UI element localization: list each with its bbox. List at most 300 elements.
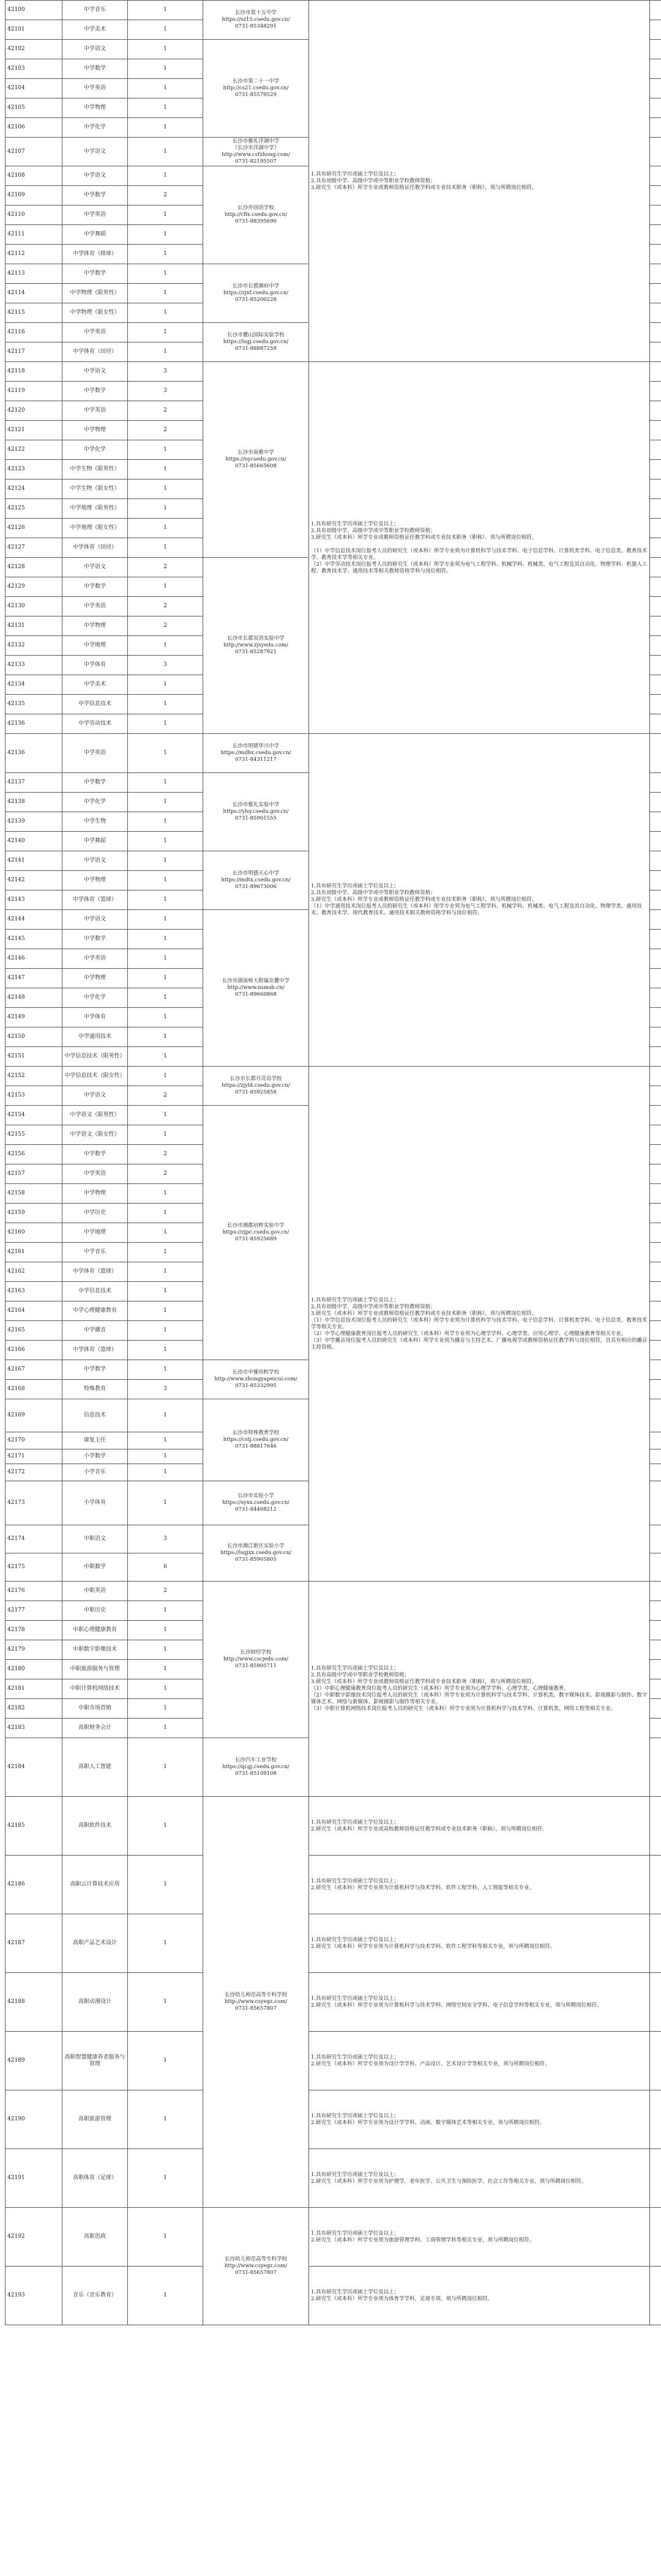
requirements: 1.具有研究生学历或硕士学位及以上； 2.研究生（或本科）所学专业须为旅游管理学科、工商管理学科等相关专业，须与所聘岗位相符。 [309,2208,650,2267]
requirements: 1.具有研究生学历或硕士学位及以上； 2.研究生（或本科）所学专业须为计算机科学与技术学科、网络空间安全学科、电子信息学科等相关专业，须与所聘岗位相符。 [309,1973,650,2032]
remarks-cell [650,1621,661,1640]
remarks-cell [650,1223,661,1243]
remarks-cell [650,773,661,793]
position-code: 42124 [6,479,62,499]
hire-count: 1 [128,1738,203,1797]
position-name: 中学劳动技术 [62,714,128,734]
school-contact: 长沙市长郡双语实验中学 http://www.zjsyedu.com/ 0731-85287921 [203,558,309,734]
position-name: 高职体育（足球） [62,2149,128,2208]
hire-count: 1 [128,695,203,714]
requirements: 1.具有研究生学历或硕士学位及以上； 2.研究生（或本科）所学专业须为护理学、老年医学、公共卫生与预防医学、社会工作等相关专业，须与所聘岗位相符。 [309,2149,650,2208]
hire-count: 1 [128,1321,203,1341]
hire-count: 1 [128,1106,203,1125]
position-code: 42190 [6,2090,62,2149]
position-code: 42125 [6,499,62,519]
hire-count: 2 [128,597,203,616]
position-name: 中学体育（田径） [62,342,128,362]
position-name: 中学音乐 [62,1243,128,1262]
remarks-cell [650,1341,661,1360]
school-contact: 长沙幼儿师范高等专科学校 http://www.csyegz.com/ 0731-85657807 [203,1797,309,2208]
hire-count: 1 [128,2090,203,2149]
remarks-cell [650,1380,661,1399]
position-code: 42143 [6,890,62,910]
school-contact: 长沙财经学校 http://www.cscjedu.com/ 0731-85905711 [203,1582,309,1738]
hire-count: 1 [128,988,203,1008]
hire-count: 1 [128,1047,203,1067]
position-code: 42175 [6,1553,62,1582]
position-name: 中学物理 [62,98,128,118]
remarks-cell [650,656,661,675]
remarks-cell [650,734,661,773]
hire-count: 1 [128,1184,203,1204]
position-code: 42187 [6,1914,62,1973]
position-name: 中学语文 [62,1086,128,1106]
hire-count: 1 [128,479,203,499]
requirements: 1.具有研究生学历或硕士学位及以上； 2.研究生（或本科）所学专业或高校教师资格证任教学科或专业技术职务（职称），须与所聘岗位相符。 [309,1797,650,1856]
table-row [6,1067,661,1086]
position-code: 42112 [6,245,62,264]
position-name: 中学语文 [62,910,128,930]
hire-count: 1 [128,949,203,969]
remarks-cell [650,910,661,930]
remarks-cell [650,930,661,949]
hire-count: 2 [128,616,203,636]
position-name: 高职动漫设计 [62,1973,128,2032]
position-code: 42114 [6,284,62,303]
remarks-cell [650,264,661,284]
hire-count: 1 [128,1360,203,1380]
school-contact: 长沙市实验小学 https://syxx.csedu.gov.cn/ 0731-84468212 [203,1481,309,1525]
hire-count: 2 [128,401,203,421]
remarks-cell [650,79,661,98]
hire-count: 2 [128,186,203,205]
school-contact: 长沙市雅礼洋湖中学 （长沙市洋湖中学） http://www.csfzhong.com/ 0731-82195507 [203,138,309,166]
school-contact: 长沙市长郡湘府中学 https://zjxf.csedu.gov.cn/ 0731-85200228 [203,264,309,323]
position-code: 42150 [6,1027,62,1047]
position-code: 42137 [6,773,62,793]
position-code: 42191 [6,2149,62,2208]
position-code: 42104 [6,79,62,98]
remarks-cell [650,1008,661,1027]
position-code: 42153 [6,1086,62,1106]
school-contact: 长沙市明德天心中学 https://mdtx.csedu.gov.cn/ 0731-89673006 [203,851,309,910]
hire-count: 1 [128,460,203,479]
position-name: 中学数学 [62,59,128,79]
position-code: 42141 [6,851,62,871]
position-code: 42160 [6,1223,62,1243]
position-name: 高职云计算技术应用 [62,1856,128,1914]
hire-count: 1 [128,1699,203,1719]
position-code: 42142 [6,871,62,890]
remarks-cell [650,460,661,479]
hire-count: 3 [128,656,203,675]
position-name: 中学历史 [62,1204,128,1223]
remarks-cell [650,1360,661,1380]
remarks-cell [650,871,661,890]
position-name: 中学英语 [62,401,128,421]
hire-count: 1 [128,1914,203,1973]
requirements: 1.具有研究生学历或硕士学位及以上； 2.研究生（或本科）所学专业须为设计学学科、产品设计、艺术设计学等相关专业，须与所聘岗位相符。 [309,2032,650,2090]
position-name: 信息技术 [62,1399,128,1432]
school-contact: 长沙市麓山国际实验学校 https://lsgj.csedu.gov.cn/ 0731-88887259 [203,323,309,362]
remarks-cell [650,40,661,59]
position-name: 中学语文 [62,851,128,871]
school-contact: 长沙市南雅中学 https://nycsedu.gov.cn/ 0731-85665608 [203,362,309,558]
requirements: 1.具有研究生学历或硕士学位及以上； 2.具有初级中学、高级中学或中等职业学校教师资格； 3.研究生（或本科）所学专业或教师资格证任教学科或专业技术职务（职称），须与所聘岗位相符。 （1）中学信息技术岗位报考人员的研究生（或本科）所学专业须为计算机科学与技术学科、电子信息学科、计算机类学科、电子信息类、教育技术学、教育技术学等相关专业。 （2）中学劳动技术岗位报考人员的研究生（或本科）所学专业须为电气工程学科、机械学科、机械类、电气工程及其自动化、物理学科、机器人工程、教育技术学、通用技术等相关教师资格学科与岗位相符。 [309,362,650,734]
hire-count: 1 [128,499,203,519]
position-code: 42173 [6,1481,62,1525]
remarks-cell [650,225,661,245]
remarks-cell [650,1204,661,1223]
position-code: 42169 [6,1399,62,1432]
position-name: 高职思政 [62,2208,128,2267]
position-name: 中学英语 [62,597,128,616]
table-body [6,1,661,2325]
remarks-cell [650,2090,661,2149]
position-code: 42131 [6,616,62,636]
position-code: 42184 [6,1738,62,1797]
position-code: 42148 [6,988,62,1008]
remarks-cell [650,245,661,264]
position-name: 中学数学 [62,264,128,284]
hire-count: 1 [128,851,203,871]
hire-count: 2 [128,1164,203,1184]
school-contact: 长沙市第二十一中学 http://cs21.csedu.gov.cn/ 0731-85579529 [203,40,309,138]
hire-count: 1 [128,1008,203,1027]
position-name: 中学物理 [62,871,128,890]
hire-count: 1 [128,1027,203,1047]
position-name: 中学化学 [62,440,128,460]
hire-count: 1 [128,264,203,284]
school-contact: 长沙市湘郡培粹实验中学 https://zjpc.csedu.gov.cn/ 0731-85925689 [203,1106,309,1360]
remarks-cell [650,988,661,1008]
remarks-cell [650,2208,661,2267]
remarks-cell [650,1262,661,1282]
hire-count: 1 [128,1464,203,1481]
hire-count: 1 [128,2032,203,2090]
school-contact: 长沙市中雅培粹学校 http://www.zhongyapeicui.com/ 0731-85332995 [203,1360,309,1399]
position-name: 中学体育（田径） [62,538,128,558]
position-code: 42117 [6,342,62,362]
remarks-cell [650,1973,661,2032]
position-name: 中职市场营销 [62,1699,128,1719]
position-code: 42163 [6,1282,62,1301]
hire-count: 3 [128,1380,203,1399]
school-contact: 长沙市第十五中学 https://sz15.csedu.gov.cn/ 0731-85348291 [203,1,309,40]
remarks-cell [650,284,661,303]
position-code: 42135 [6,695,62,714]
table-row [6,2032,661,2090]
hire-count: 1 [128,1481,203,1525]
hire-count: 1 [128,1797,203,1856]
remarks-cell [650,832,661,851]
position-code: 42108 [6,166,62,186]
position-code: 42121 [6,421,62,440]
hire-count: 1 [128,2149,203,2208]
hire-count: 1 [128,577,203,597]
position-name: 中学播音 [62,1321,128,1341]
position-code: 42165 [6,1321,62,1341]
remarks-cell [650,695,661,714]
position-code: 42158 [6,1184,62,1204]
position-name: 中学数学 [62,930,128,949]
hire-count: 1 [128,2267,203,2325]
remarks-cell [650,1,661,20]
remarks-cell [650,323,661,342]
hire-count: 1 [128,342,203,362]
position-name: 中学地理 [62,1223,128,1243]
hire-count: 1 [128,1679,203,1699]
position-code: 42122 [6,440,62,460]
position-code: 42100 [6,1,62,20]
position-code: 42107 [6,138,62,166]
position-name: 中学语文（限男性） [62,1106,128,1125]
position-name: 中学物理（限男性） [62,284,128,303]
position-name: 中学英语 [62,323,128,342]
position-name: 中学体育（篮球） [62,1262,128,1282]
school-contact: 长沙市长郡月亮岛学校 https://zjyld.csedu.gov.cn/ 0731-85925858 [203,1067,309,1106]
position-name: 中职数学 [62,1553,128,1582]
position-code: 42128 [6,558,62,577]
hire-count: 1 [128,1856,203,1914]
hire-count: 3 [128,1525,203,1553]
position-code: 42155 [6,1125,62,1145]
remarks-cell [650,1449,661,1464]
position-name: 中学英语 [62,79,128,98]
position-name: 中学化学 [62,988,128,1008]
position-code: 42118 [6,362,62,382]
position-name: 中学美术 [62,20,128,40]
position-code: 42183 [6,1719,62,1738]
position-code: 42120 [6,401,62,421]
table-row [6,1856,661,1914]
hire-count: 1 [128,1399,203,1432]
hire-count: 1 [128,1262,203,1282]
position-code: 42182 [6,1699,62,1719]
remarks-cell [650,382,661,401]
hire-count: 1 [128,98,203,118]
position-name: 中职语文 [62,1525,128,1553]
hire-count: 1 [128,59,203,79]
position-code: 42144 [6,910,62,930]
remarks-cell [650,890,661,910]
hire-count: 1 [128,538,203,558]
requirements: 1.具有研究生学历或硕士学位及以上； 2.具有高级中学或中等职业学校教师资格； 3.研究生（或本科）所学专业或教师资格证任教学科或专业技术职务（职称），须与所聘岗位相符。 （1）中职心理健康教育岗位报考人员的研究生（或本科）所学专业须为心理学学科、心理学类、心理健康教育。 （2）中职数字影像技术岗位报考人员的研究生（或本科）所学专业须为计算机科学与技术学科、计算机类、数字媒体技术、影视摄影与制作、数字媒体艺术、网络与新媒体、影视摄影与制作等相关专业。 （3）中职计算机网络技术岗位报考人员的研究生（或本科）所学专业须为计算机科学与技术学科、计算机类、网络工程等相关专业。 [309,1582,650,1797]
hire-count: 1 [128,832,203,851]
table-row [6,734,661,773]
remarks-cell [650,499,661,519]
remarks-cell [650,1856,661,1914]
requirements: 1.具有研究生学历或硕士学位及以上； 2.研究生（或本科）所学专业须为计算机科学与技术学科、软件工程学科、人工智能等相关专业。 [309,1856,650,1914]
remarks-cell [650,205,661,225]
table-row [6,1914,661,1973]
hire-count: 1 [128,205,203,225]
remarks-cell [650,1243,661,1262]
hire-count: 1 [128,1204,203,1223]
school-contact: 长沙市特殊教育学校 https://cstj.csedu.gov.cn/ 0731-88817646 [203,1399,309,1481]
position-name: 中学生物（限女性） [62,479,128,499]
requirements: 1.具有研究生学历或硕士学位及以上； 2.具有初级中学、高级中学或中等职业学校教师资格； 3.研究生（或本科）所学专业或教师资格证任教学科或专业技术职务（职称），须与所聘岗位相符。 （1）中学通用技术岗位报考人员的研究生（或本科）所学专业须为电气工程学科、机械学科、机械类、电气工程及其自动化、物理学类、通用技术、教育技术学、现代教育技术、通用技术相关教师资格学科与岗位相符。 [309,734,650,1067]
position-code: 42103 [6,59,62,79]
hire-count: 1 [128,20,203,40]
position-name: 中学数学 [62,577,128,597]
position-name: 中职计算机网络技术 [62,1679,128,1699]
position-code: 42105 [6,98,62,118]
position-code: 42138 [6,793,62,812]
position-code: 42119 [6,382,62,401]
position-name: 中学数学 [62,186,128,205]
position-name: 中学物理 [62,969,128,988]
remarks-cell [650,1106,661,1125]
position-name: 中学体育（篮球） [62,890,128,910]
remarks-cell [650,303,661,323]
remarks-cell [650,362,661,382]
position-name: 中学语文 [62,40,128,59]
position-name: 中学英语 [62,949,128,969]
hire-count: 1 [128,1243,203,1262]
position-code: 42186 [6,1856,62,1914]
remarks-cell [650,1027,661,1047]
remarks-cell [650,675,661,695]
table-row [6,1,661,20]
position-code: 42162 [6,1262,62,1282]
position-name: 中职英语 [62,1582,128,1601]
position-code: 42188 [6,1973,62,2032]
hire-count: 1 [128,1125,203,1145]
remarks-cell [650,1738,661,1797]
hire-count: 6 [128,1553,203,1582]
remarks-cell [650,1582,661,1601]
position-code: 42136 [6,714,62,734]
position-code: 42159 [6,1204,62,1223]
position-name: 高职智慧健康养老服务与管理 [62,2032,128,2090]
position-name: 高职软件技术 [62,1797,128,1856]
hire-count: 1 [128,793,203,812]
school-contact: 长沙市湘江新区实验小学 https://lsgjxx.csedu.gov.cn/ 0731-85905805 [203,1525,309,1582]
position-name: 中学美术 [62,675,128,695]
hire-count: 1 [128,440,203,460]
position-code: 42151 [6,1047,62,1067]
position-code: 42171 [6,1449,62,1464]
hire-count: 1 [128,636,203,656]
position-code: 42154 [6,1106,62,1125]
hire-count: 1 [128,734,203,773]
remarks-cell [650,1321,661,1341]
position-code: 42116 [6,323,62,342]
remarks-cell [650,1553,661,1582]
position-name: 中学体育 [62,1008,128,1027]
hire-count: 1 [128,1660,203,1679]
hire-count: 1 [128,284,203,303]
remarks-cell [650,1432,661,1449]
position-code: 42129 [6,577,62,597]
remarks-cell [650,1481,661,1525]
position-code: 42147 [6,969,62,988]
remarks-cell [650,1184,661,1204]
hire-count: 1 [128,2208,203,2267]
remarks-cell [650,1640,661,1660]
remarks-cell [650,401,661,421]
position-name: 中学地理（限女性） [62,519,128,538]
hire-count: 1 [128,1432,203,1449]
table-row [6,362,661,382]
position-code: 42156 [6,1145,62,1164]
position-name: 中学语文 [62,138,128,166]
position-name: 中职历史 [62,1601,128,1621]
remarks-cell [650,1145,661,1164]
school-contact: 长沙市雅礼实验中学 https://ylsy.csedu.gov.cn/ 0731-85901555 [203,773,309,851]
position-code: 42185 [6,1797,62,1856]
remarks-cell [650,2267,661,2325]
hire-count: 1 [128,1621,203,1640]
position-name: 中学体育（排球） [62,245,128,264]
table-row [6,2208,661,2267]
position-name: 小学数学 [62,1449,128,1464]
table-row [6,1973,661,2032]
remarks-cell [650,1464,661,1481]
hire-count: 1 [128,1067,203,1086]
position-code: 42101 [6,20,62,40]
school-contact: 长沙外国语学校 http://cflx.csedu.gov.cn/ 0731-88395690 [203,166,309,264]
position-code: 42178 [6,1621,62,1640]
remarks-cell [650,1086,661,1106]
position-name: 高职旅游管理 [62,2090,128,2149]
position-name: 中学信息技术（限男性） [62,1047,128,1067]
position-code: 42176 [6,1582,62,1601]
hire-count: 2 [128,1086,203,1106]
remarks-cell [650,186,661,205]
position-code: 42177 [6,1601,62,1621]
position-code: 42126 [6,519,62,538]
position-name: 中学生物（限男性） [62,460,128,479]
remarks-cell [650,342,661,362]
position-name: 中学地理 [62,636,128,656]
school-contact: 长沙汽车工业学校 https://qcgj.csedu.gov.cn/ 0731-85109108 [203,1738,309,1797]
remarks-cell [650,1601,661,1621]
remarks-cell [650,479,661,499]
remarks-cell [650,1797,661,1856]
position-code: 42127 [6,538,62,558]
position-name: 中学物理 [62,1184,128,1204]
remarks-cell [650,969,661,988]
remarks-cell [650,1399,661,1432]
position-name: 中学数学 [62,773,128,793]
position-name: 中学数学 [62,1145,128,1164]
remarks-cell [650,440,661,460]
remarks-cell [650,597,661,616]
position-name: 高职产品艺术设计 [62,1914,128,1973]
remarks-cell [650,812,661,832]
position-name: 中学化学 [62,793,128,812]
position-code: 42146 [6,949,62,969]
table-row [6,1582,661,1601]
hire-count: 1 [128,714,203,734]
position-name: 中学数学 [62,382,128,401]
position-code: 42161 [6,1243,62,1262]
position-code: 42130 [6,597,62,616]
hire-count: 1 [128,1719,203,1738]
hire-count: 3 [128,382,203,401]
hire-count: 1 [128,812,203,832]
position-code: 42166 [6,1341,62,1360]
remarks-cell [650,1719,661,1738]
remarks-cell [650,1679,661,1699]
hire-count: 2 [128,421,203,440]
hire-count: 1 [128,166,203,186]
hire-count: 1 [128,910,203,930]
hire-count: 1 [128,1973,203,2032]
position-name: 小学体育 [62,1481,128,1525]
